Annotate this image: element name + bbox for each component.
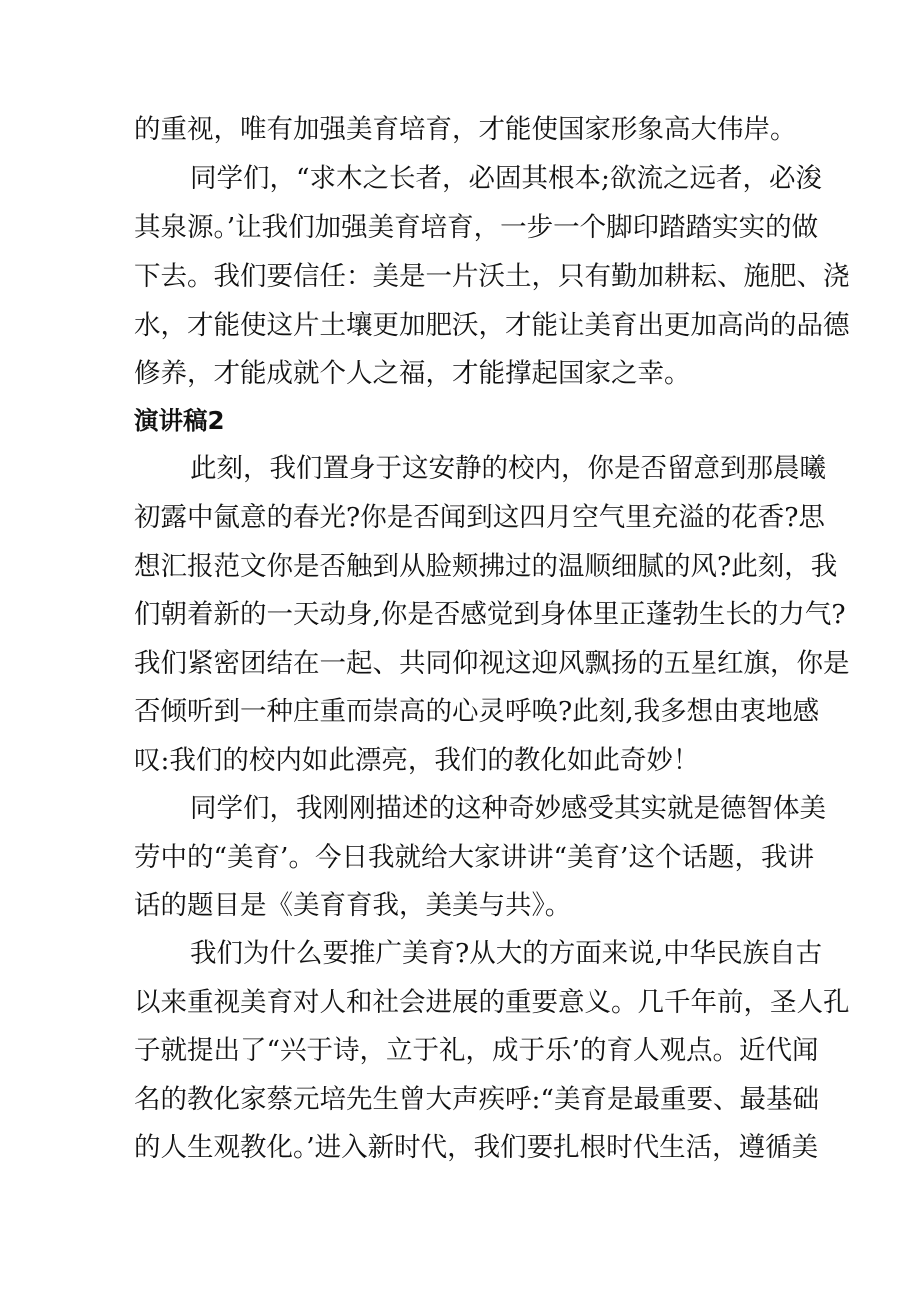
text-line: 叹:我们的校内如此漂亮，我们的教化如此奇妙！ — [134, 745, 700, 776]
text-line: 同学们，我刚刚描述的这种奇妙感受其实就是德智体美 — [190, 793, 826, 824]
text-line: 们朝着新的一天动身,你是否感觉到身体里正蓬勃生长的力气? — [134, 599, 846, 630]
text-line: 修养，才能成就个人之福，才能撑起国家之幸。 — [134, 358, 691, 389]
text-line: 的人生观教化。’进入新时代，我们要扎根时代生活，遵循美 — [134, 1132, 819, 1163]
text-line: 子就提出了“兴于诗，立于礼，成于乐’的育人观点。近代闻 — [134, 1035, 819, 1066]
text-line: 下去。我们要信任：美是一片沃土，只有勤加耕耘、施肥、浇 — [134, 261, 850, 292]
text-line: 以来重视美育对人和社会进展的重要意义。几千年前，圣人孔 — [134, 987, 850, 1018]
text-line: 此刻，我们置身于这安静的校内，你是否留意到那晨曦 — [190, 453, 826, 484]
text-line: 水，才能使这片土壤更加肥沃，才能让美育出更加高尚的品德 — [134, 310, 850, 341]
text-line: 我们紧密团结在一起、共同仰视这迎风飘扬的五星红旗，你是 — [134, 648, 850, 679]
text-line: 话的题目是《美育育我，美美与共》。 — [134, 890, 572, 921]
text-line: 名的教化家蔡元培先生曾大声疾呼:“美育是最重要、最基础 — [134, 1084, 819, 1115]
text-line: 其泉源。’让我们加强美育培育，一步一个脚印踏踏实实的做 — [134, 212, 819, 243]
text-line: 劳中的“美育’。今日我就给大家讲讲“美育’这个话题，我讲 — [134, 842, 814, 873]
text-line: 的重视，唯有加强美育培育，才能使国家形象高大伟岸。 — [134, 114, 797, 145]
text-line: 初露中氤意的春光?你是否闻到这四月空气里充溢的花香?思 — [134, 502, 825, 533]
text-line: 想汇报范文你是否触到从脸颊拂过的温顺细腻的风?此刻，我 — [134, 551, 838, 582]
text-line: 否倾听到一种庄重而崇高的心灵呼唤?此刻,我多想由衷地感 — [134, 696, 820, 727]
text-line: 我们为什么要推广美育?从大的方面来说,中华民族自古 — [190, 938, 823, 969]
section-heading: 演讲稿2 — [134, 406, 225, 435]
text-line: 同学们，“求木之长者，必固其根本;欲流之远者，必浚 — [190, 163, 822, 194]
